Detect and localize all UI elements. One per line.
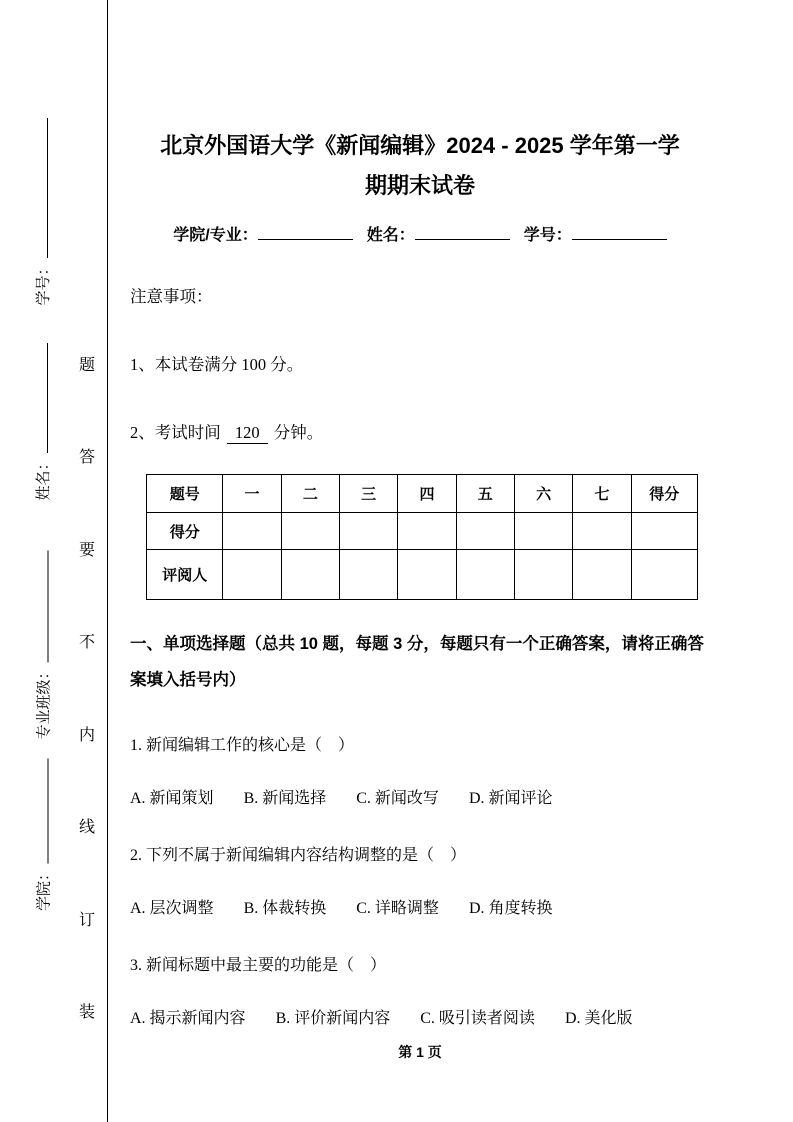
score-cell-empty: [456, 513, 514, 550]
question-1-options: [130, 785, 710, 808]
college-major-label: 学院/专业：: [173, 227, 258, 244]
score-table-score-row: [147, 513, 698, 550]
score-cell-empty: [573, 550, 631, 600]
exam-content: [130, 126, 710, 1028]
margin-field-blank: [37, 344, 48, 454]
score-cell-empty: [223, 550, 281, 600]
college-major-blank: [258, 227, 353, 240]
binding-text-do-not-answer: [76, 352, 98, 1022]
note-exam-duration: [130, 419, 710, 444]
question-1-text: 1. 新闻编辑工作的核心是（ ）: [130, 737, 355, 754]
score-table-header-row: [147, 475, 698, 513]
option-d: D. 美化版: [564, 1010, 633, 1027]
student-info-line: [130, 222, 710, 245]
score-table-header-cell: 题号: [147, 475, 223, 513]
option-c: C. 吸引读者阅读: [420, 1010, 535, 1027]
page-number: 第 1 页: [398, 1044, 442, 1060]
note-duration-value: 120: [227, 423, 268, 444]
margin-field-blank: [37, 551, 48, 663]
margin-field-major-class: [32, 543, 54, 748]
score-table-header-cell: 六: [514, 475, 572, 513]
binding-line: [107, 0, 108, 1122]
margin-field-label: 学号：: [35, 260, 52, 306]
question-3-options: [130, 1005, 710, 1028]
question-2-text: 2. 下列不属于新闻编辑内容结构调整的是（ ）: [130, 847, 467, 864]
margin-field-label: 学院：: [36, 866, 52, 912]
score-cell-empty: [398, 513, 456, 550]
name-blank: [415, 227, 510, 240]
binding-char: 装: [78, 1003, 95, 1021]
score-table-header-cell: 五: [456, 475, 514, 513]
question-2-options: [130, 895, 710, 918]
score-cell-empty: [573, 513, 631, 550]
score-cell-empty: [456, 550, 514, 600]
exam-title-line2: 期期末试卷: [364, 173, 475, 198]
note-total-score: 1、本试卷满分 100 分。: [130, 355, 304, 374]
binding-char: 内: [78, 726, 95, 744]
score-cell-empty: [514, 513, 572, 550]
note-duration-suffix: 分钟。: [273, 423, 324, 442]
margin-field-blank: [37, 119, 48, 259]
binding-char: 答: [78, 449, 95, 467]
margin-field-blank: [37, 759, 48, 864]
score-row-label: 得分: [147, 513, 223, 550]
margin-field-student-id: [31, 112, 53, 312]
binding-char: 题: [78, 357, 95, 374]
score-cell-empty: [281, 550, 339, 600]
option-c: C. 新闻改写: [356, 790, 439, 807]
score-cell-empty: [340, 513, 398, 550]
score-table-reviewer-row: [147, 550, 698, 600]
option-a: A. 层次调整: [130, 900, 214, 917]
margin-field-college: [32, 753, 54, 918]
option-c: C. 详略调整: [356, 900, 439, 917]
note-duration-prefix: 2、考试时间: [130, 423, 221, 442]
exam-title-line1: 北京外国语大学《新闻编辑》2024 - 2025 学年第一学: [160, 133, 680, 158]
notes-heading: 注意事项：: [130, 287, 213, 306]
student-id-label: 学号：: [523, 227, 572, 244]
score-cell-empty: [514, 550, 572, 600]
section-one-heading: 一、单项选择题（总共 10 题，每题 3 分，每题只有一个正确答案，请将正确答案填入括号内）: [130, 635, 704, 689]
option-d: D. 新闻评论: [468, 790, 553, 807]
score-table-header-cell: 三: [340, 475, 398, 513]
score-cell-empty: [223, 513, 281, 550]
option-b: B. 新闻选择: [243, 790, 327, 807]
binding-char: 要: [78, 541, 95, 559]
student-id-blank: [572, 227, 667, 240]
score-table-header-cell: 二: [281, 475, 339, 513]
score-table: [146, 474, 698, 600]
reviewer-row-label: 评阅人: [147, 550, 223, 600]
option-b: B. 体裁转换: [243, 900, 327, 917]
binding-char: 不: [78, 634, 95, 652]
question-3-text: 3. 新闻标题中最主要的功能是（ ）: [130, 957, 387, 974]
score-table-header-cell: 得分: [631, 475, 697, 513]
option-d: D. 角度转换: [468, 900, 553, 917]
binding-char: 线: [78, 819, 95, 837]
score-table-header-cell: 一: [223, 475, 281, 513]
exam-title: [130, 126, 710, 206]
margin-field-label: 姓名：: [35, 455, 52, 501]
score-cell-empty: [398, 550, 456, 600]
option-a: A. 新闻策划: [130, 790, 214, 807]
option-b: B. 评价新闻内容: [275, 1010, 391, 1027]
binding-char: 订: [78, 911, 95, 929]
option-a: A. 揭示新闻内容: [130, 1010, 246, 1027]
score-table-header-cell: 四: [398, 475, 456, 513]
score-cell-empty: [340, 550, 398, 600]
score-cell-empty: [631, 550, 697, 600]
score-cell-empty: [281, 513, 339, 550]
margin-field-label: 专业班级：: [36, 664, 52, 740]
score-table-header-cell: 七: [573, 475, 631, 513]
name-label: 姓名：: [366, 227, 415, 244]
score-cell-empty: [631, 513, 697, 550]
margin-field-name: [31, 337, 53, 507]
